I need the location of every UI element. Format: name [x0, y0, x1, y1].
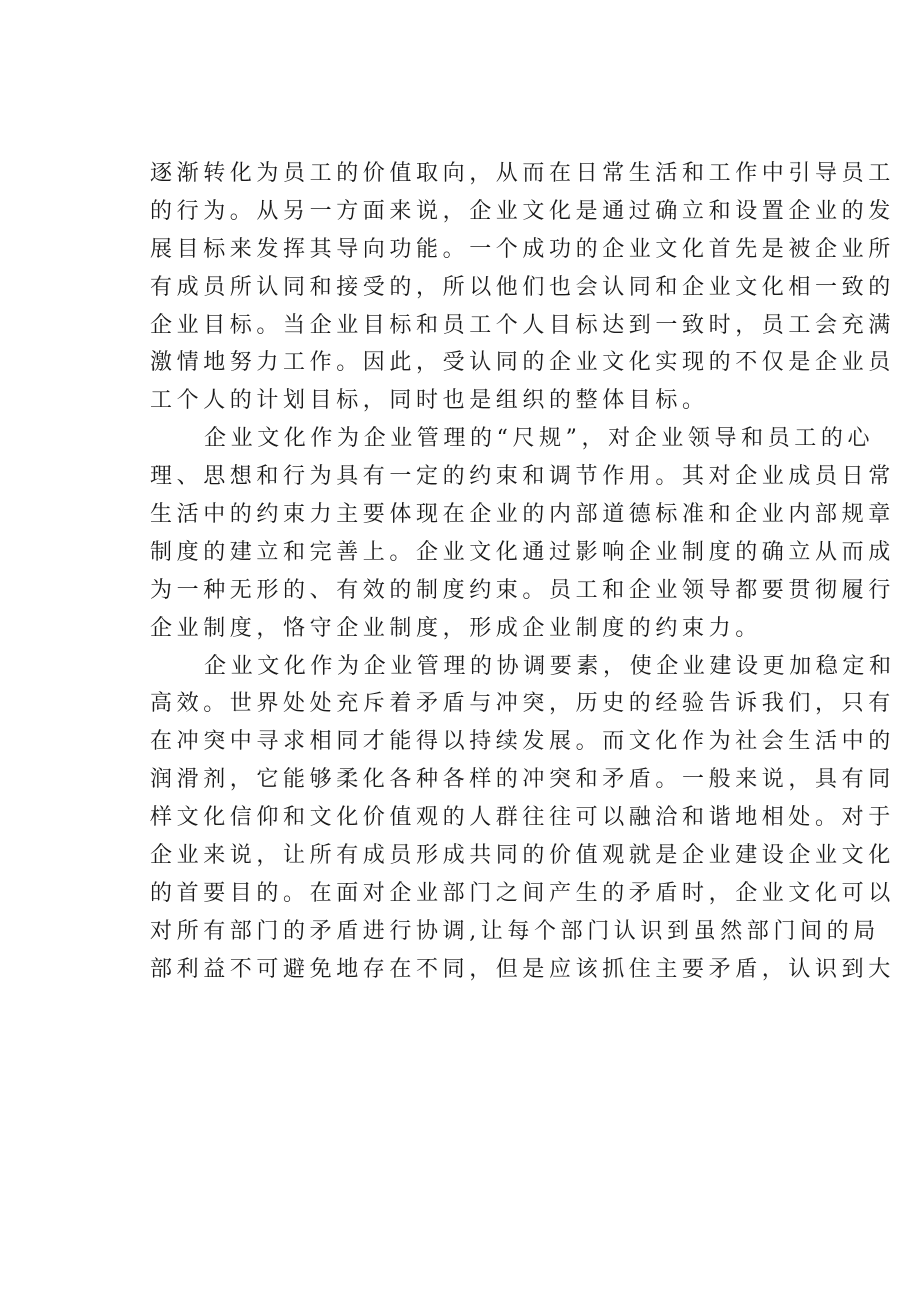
- text-line: 的行为。从另一方面来说，企业文化是通过确立和设置企业的发: [150, 198, 895, 224]
- text-line: 企业制度，恪守企业制度，形成企业制度的约束力。: [150, 615, 762, 641]
- text-line: 企业来说，让所有成员形成共同的价值观就是企业建设企业文化: [150, 843, 895, 869]
- text-line: 企业目标。当企业目标和员工个人目标达到一致时，员工会充满: [150, 312, 895, 338]
- text-line: 对所有部门的矛盾进行协调,让每个部门认识到虽然部门间的局: [150, 918, 880, 944]
- text-line: 逐渐转化为员工的价值取向，从而在日常生活和工作中引导员工: [150, 161, 895, 186]
- paragraph-2: [150, 420, 895, 647]
- text-line: 高效。世界处处充斥着矛盾与冲突，历史的经验告诉我们，只有: [150, 691, 895, 717]
- text-line: 企业文化作为企业管理的协调要素，使企业建设更加稳定和: [204, 653, 896, 679]
- text-line: 为一种无形的、有效的制度约束。员工和企业领导都要贯彻履行: [150, 577, 895, 603]
- text-line: 润滑剂，它能够柔化各种各样的冲突和矛盾。一般来说，具有同: [150, 767, 895, 793]
- text-line: 理、思想和行为具有一定的约束和调节作用。其对企业成员日常: [150, 464, 895, 490]
- text-line: 在冲突中寻求相同才能得以持续发展。而文化作为社会生活中的: [150, 729, 895, 755]
- text-line: 工个人的计划目标，同时也是组织的整体目标。: [150, 388, 709, 414]
- text-line: 激情地努力工作。因此，受认同的企业文化实现的不仅是企业员: [150, 350, 895, 376]
- document-page: [150, 155, 896, 989]
- paragraph-3: [150, 648, 896, 989]
- text-line: 样文化信仰和文化价值观的人群往往可以融洽和谐地相处。对于: [150, 805, 895, 831]
- text-line: 企业文化作为企业管理的“尺规”，对企业领导和员工的心: [204, 426, 875, 452]
- text-line: 有成员所认同和接受的，所以他们也会认同和企业文化相一致的: [150, 274, 895, 300]
- text-line: 生活中的约束力主要体现在企业的内部道德标准和企业内部规章: [150, 502, 895, 528]
- text-line: 制度的建立和完善上。企业文化通过影响企业制度的确立从而成: [150, 539, 895, 565]
- text-line: 部利益不可避免地存在不同，但是应该抓住主要矛盾，认识到大: [150, 956, 895, 982]
- paragraph-1: [150, 155, 895, 420]
- text-line: 展目标来发挥其导向功能。一个成功的企业文化首先是被企业所: [150, 236, 895, 262]
- text-line: 的首要目的。在面对企业部门之间产生的矛盾时，企业文化可以: [150, 880, 895, 906]
